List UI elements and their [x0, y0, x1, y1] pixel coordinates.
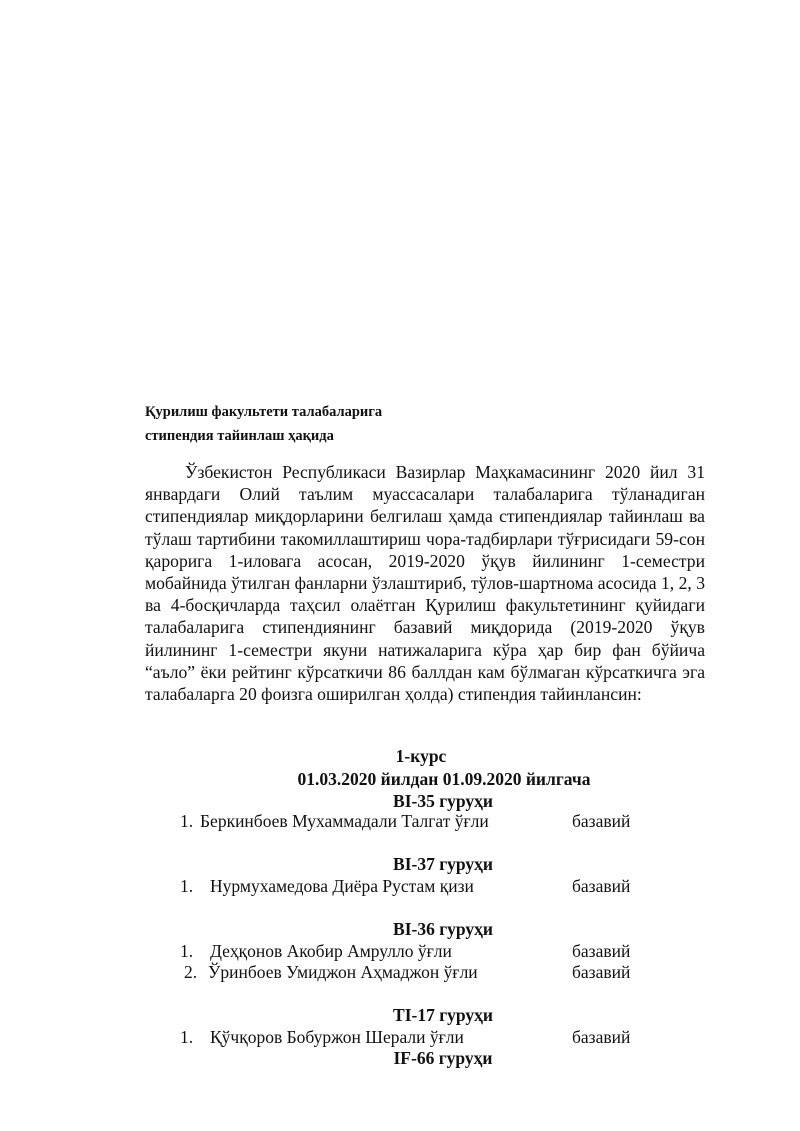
student-number: 1.: [180, 876, 194, 896]
stipend-amount: базавий: [572, 941, 631, 961]
student-name: Қўчқоров Бобуржон Шерали ўғли: [210, 1027, 464, 1047]
student-row: [0, 875, 800, 897]
student-row: [0, 940, 800, 962]
group-heading-if-66: IF-66 гуруҳи: [393, 1048, 493, 1068]
student-row: [0, 1026, 800, 1048]
student-number: 1.: [180, 1027, 194, 1047]
title-line-2: стипендия тайинлаш ҳақида: [145, 428, 334, 444]
document-title: [145, 400, 565, 448]
student-name: Ўринбоев Умиджон Аҳмаджон ўғли: [208, 962, 478, 982]
student-row: [0, 961, 800, 983]
student-number: 1.: [180, 941, 194, 961]
group-heading-ti-17: TI-17 гуруҳи: [393, 1005, 493, 1025]
period-heading: 01.03.2020 йилдан 01.09.2020 йилгача: [297, 769, 591, 789]
group-heading-bi-37: BI-37 гуруҳи: [393, 854, 493, 874]
student-number: 2.: [184, 962, 198, 982]
stipend-amount: базавий: [572, 876, 631, 896]
group-heading-bi-36: BI-36 гуруҳи: [393, 919, 493, 939]
student-name: Нурмухамедова Диёра Рустам қизи: [210, 876, 474, 896]
student-row: [0, 810, 800, 832]
course-heading: 1-курс: [395, 746, 447, 766]
student-name: Беркинбоев Мухаммадали Талгат ўғли: [200, 811, 489, 831]
group-heading-bi-35: BI-35 гуруҳи: [393, 791, 493, 811]
student-name: Деҳқонов Акобир Амрулло ўғли: [210, 941, 452, 961]
stipend-amount: базавий: [572, 1027, 631, 1047]
body-paragraph: Ўзбекистон Республикаси Вазирлар Маҳкамасининг 2020 йил 31 январдаги Олий таълим муассасалари талабаларига тўланадиган стипендиялар миқдорларини белгилаш ҳамда стипендиялар тайинлаш ва тўлаш тартибини такомиллаштириш чора-тадбирлари тўғрисидаги 59-сон қарорига 1-иловага асосан, 2019-2020 ўқув йилининг 1-семестри мобайнида ўтилган фанларни ўзлаштириб, тўлов-шартнома асосида 1, 2, 3 ва 4-босқичларда таҳсил олаётган Қурилиш факультетининг қуйидаги талабаларига стипендиянинг базавий миқдорида (2019-2020 ўқув йилининг 1-семестри якуни натижаларига кўра ҳар бир фан бўйича “аъло” ёки рейтинг кўрсаткичи 86 баллдан кам бўлмаган кўрсаткичга эга талабаларга 20 фоизга оширилган ҳолда) стипендия тайинлансин:: [145, 462, 705, 705]
stipend-amount: базавий: [572, 962, 631, 982]
student-number: 1.: [180, 811, 194, 831]
title-line-1: Қурилиш факультети талабаларига: [145, 404, 383, 420]
stipend-amount: базавий: [572, 811, 631, 831]
